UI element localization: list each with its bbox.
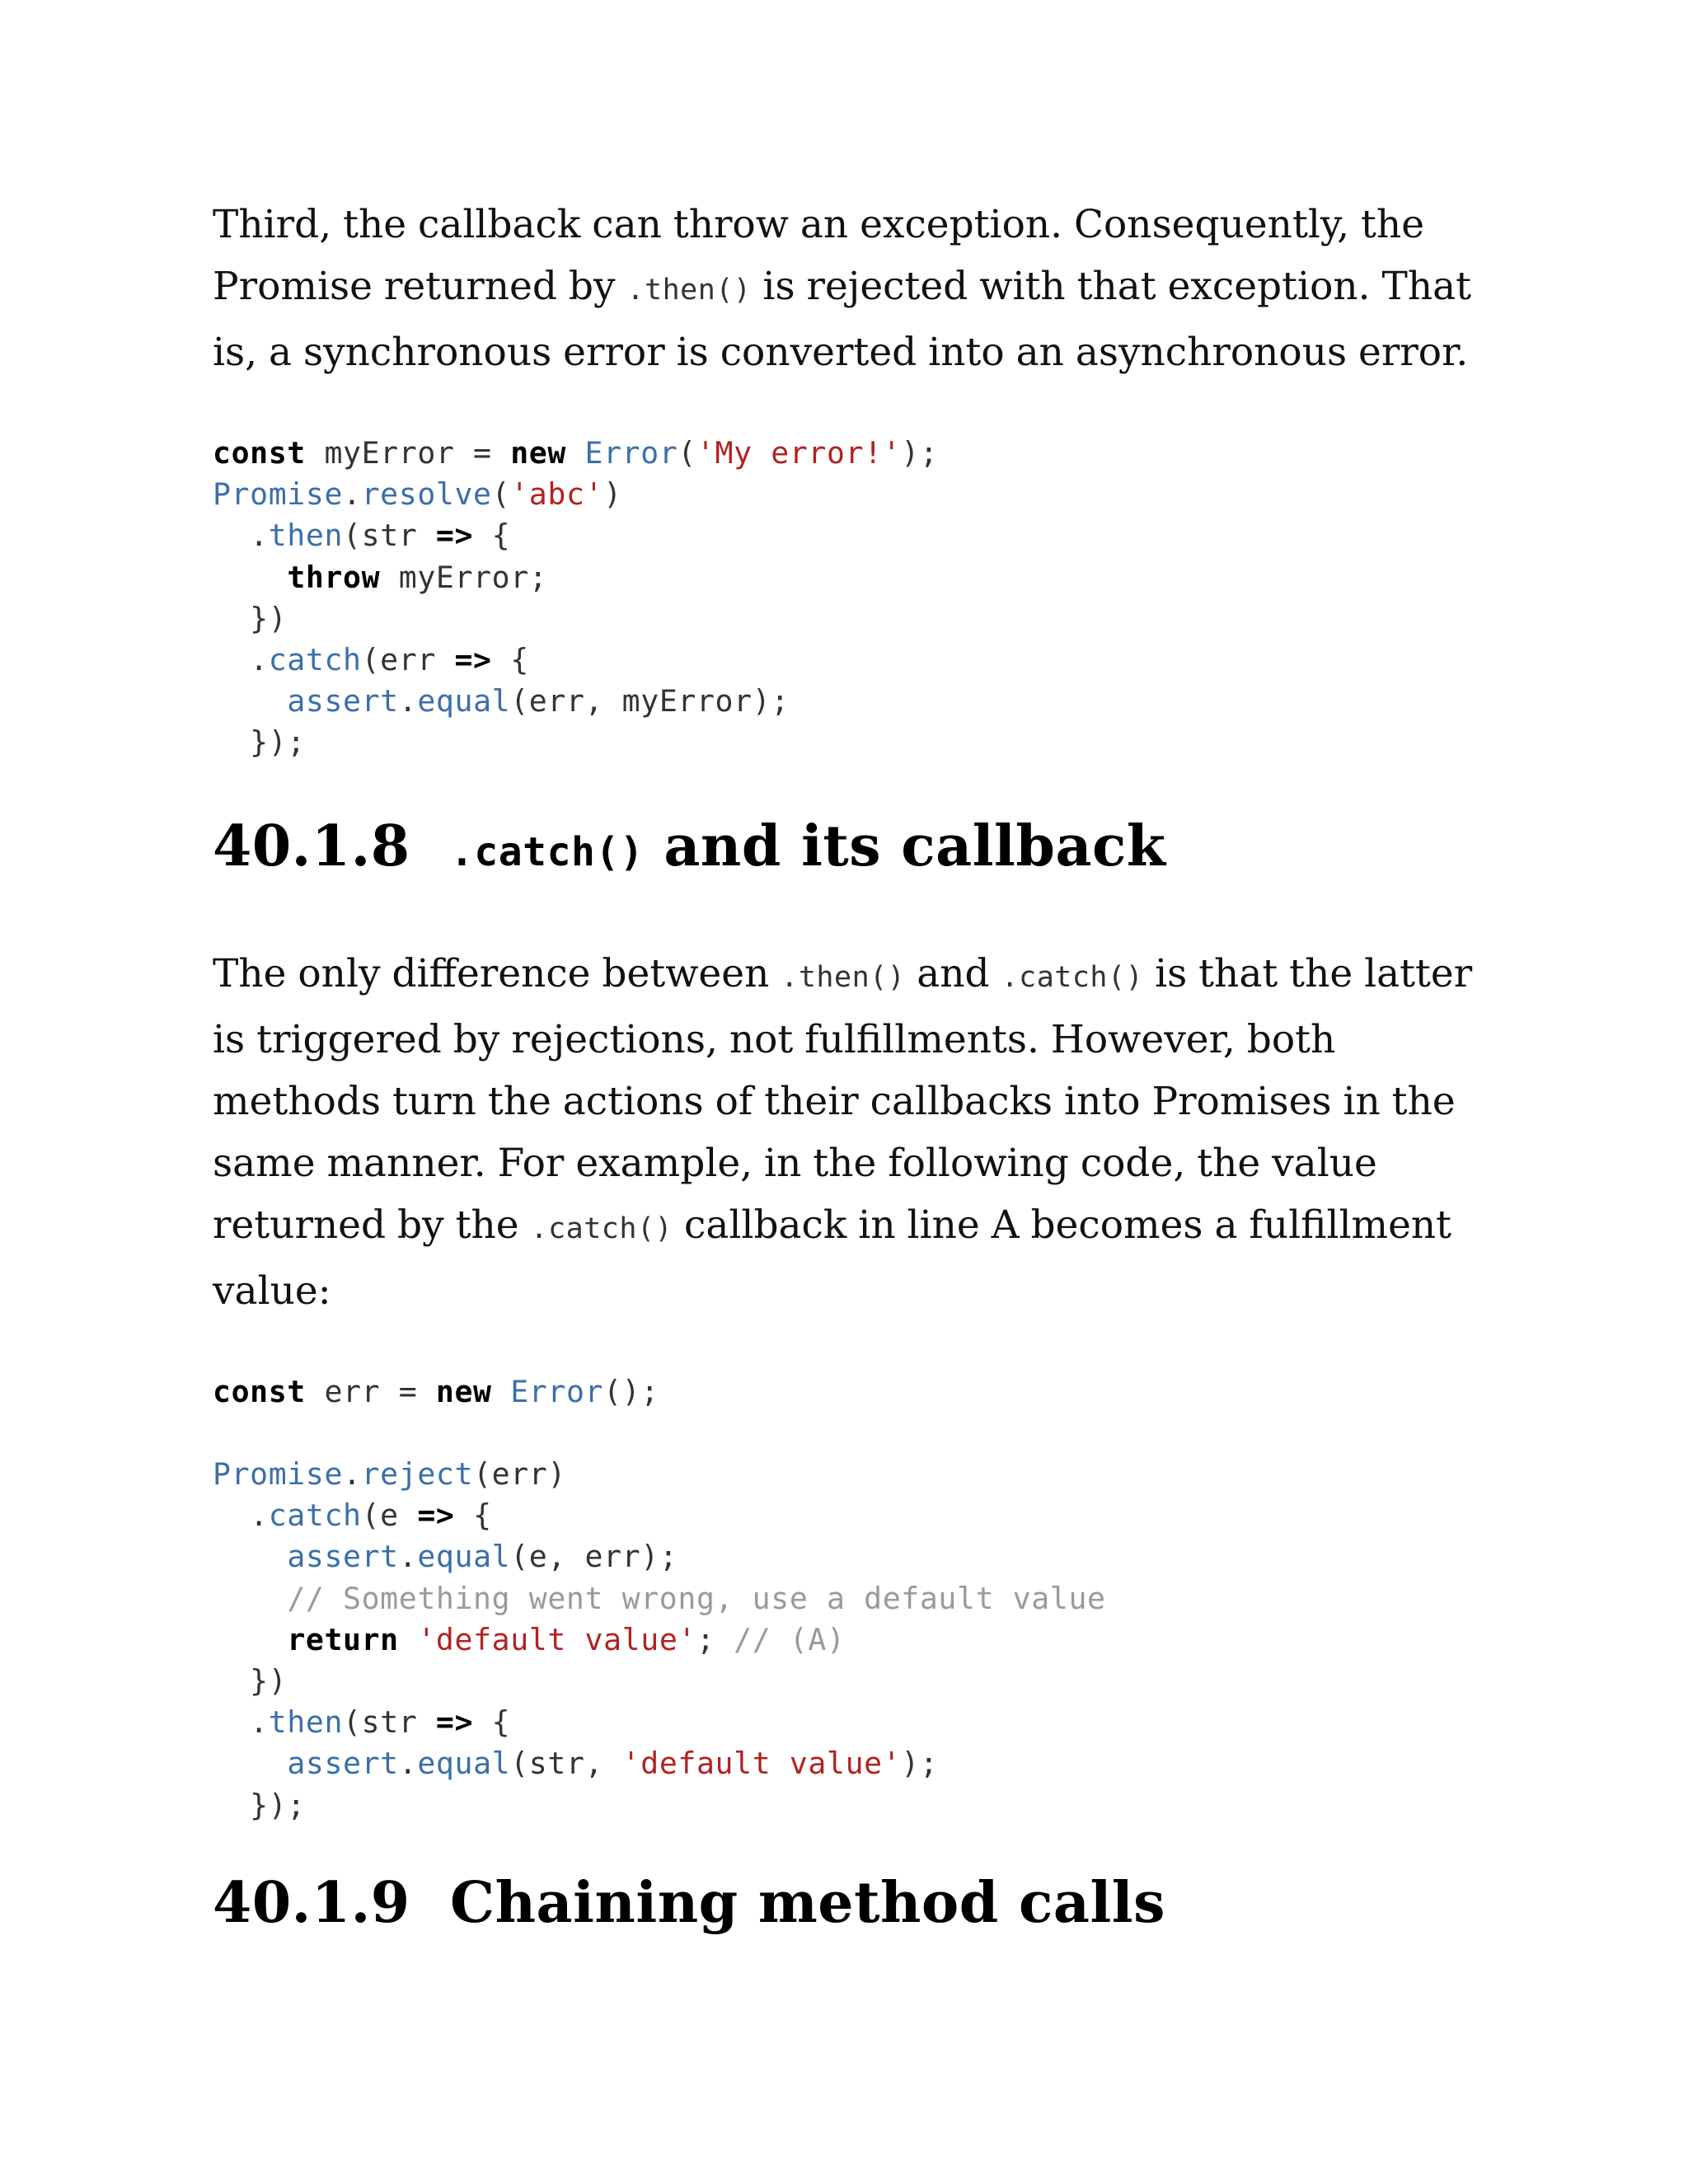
code-token: ); (901, 435, 939, 471)
heading-number: 40.1.8 (213, 813, 410, 879)
code-token: (err, myError); (510, 683, 790, 719)
heading-text: Chaining method calls (449, 1869, 1165, 1936)
code-token (213, 1539, 287, 1574)
code-token: then (268, 518, 344, 554)
code-token: 'abc' (510, 476, 604, 513)
code-token: (e, err); (510, 1539, 678, 1575)
code-token: reject (361, 1456, 474, 1493)
section-heading-catch (213, 813, 1498, 885)
code-token: { (473, 518, 511, 554)
code-token: . (398, 1746, 418, 1782)
code-token: }); (213, 724, 306, 761)
code-token: (str (343, 1704, 436, 1741)
code-token: const (213, 1373, 306, 1409)
code-token: return (287, 1621, 399, 1657)
code-token: equal (417, 1746, 511, 1782)
paragraph-text: Third, the callback can throw an exception. Consequently, the Promise returned by (213, 202, 1425, 309)
paragraph-text: and (905, 950, 1001, 996)
heading-text: and its callback (663, 813, 1166, 879)
code-token: assert (287, 1746, 399, 1782)
paragraph-text: is that the latter is triggered by rejections, not fulfillments. However, both methods turn the actions of their callbacks into Promises in the same manner. For example, in the following code, the value returned by the (213, 950, 1473, 1248)
code-token: const (213, 435, 306, 471)
code-token (566, 435, 585, 471)
code-token: assert (287, 683, 399, 719)
code-token: => (435, 518, 474, 554)
code-token: => (417, 1497, 455, 1534)
section-heading-chaining (213, 1870, 1498, 1936)
code-token (399, 1622, 418, 1657)
code-token: (); (603, 1373, 659, 1409)
inline-code-then: .then() (781, 960, 906, 994)
paragraph-catch-difference (213, 943, 1498, 1322)
code-token: . (398, 1539, 418, 1575)
code-token: ; (696, 1621, 734, 1657)
code-token: . (343, 476, 362, 513)
code-token: myError = (305, 435, 511, 471)
paragraph-text: is rejected with that exception. That is, a synchronous error is converted into an asynchronous error. (213, 264, 1472, 375)
code-token: Error (584, 435, 678, 471)
code-token: (e (361, 1497, 418, 1534)
code-token: throw (287, 559, 381, 595)
code-token: { (491, 642, 529, 678)
code-comment: // Something went wrong, use a default value (287, 1580, 1106, 1616)
code-token (492, 1374, 511, 1409)
code-token (213, 683, 287, 719)
code-token: Promise (213, 476, 344, 513)
code-token: . (213, 642, 269, 678)
code-token: . (213, 518, 269, 554)
code-comment: // (A) (734, 1621, 846, 1657)
code-token: Error (510, 1373, 604, 1409)
code-token: then (268, 1704, 344, 1741)
page-content (213, 194, 1498, 1936)
code-token: ( (678, 435, 696, 471)
code-block-throw-example (213, 433, 1498, 764)
code-token: . (343, 1456, 362, 1493)
code-token: => (454, 642, 492, 678)
code-token: 'default value' (417, 1621, 696, 1657)
code-token: catch (268, 642, 362, 678)
code-token: . (213, 1497, 269, 1534)
code-token: ); (901, 1746, 939, 1782)
inline-code-then: .then() (626, 274, 752, 307)
code-token: . (398, 683, 418, 719)
code-token: (err (361, 642, 455, 678)
code-token: (str, (510, 1746, 622, 1782)
code-token (213, 560, 287, 595)
code-block-catch-example (213, 1371, 1498, 1826)
code-token: catch (268, 1497, 362, 1534)
code-token: new (435, 1373, 492, 1409)
code-token: new (510, 435, 566, 471)
code-token: 'My error!' (696, 435, 902, 471)
code-token: (err) (473, 1456, 566, 1493)
code-token: }); (213, 1787, 306, 1823)
code-token: { (454, 1497, 492, 1534)
inline-code-catch: .catch() (530, 1212, 673, 1245)
code-token: err = (305, 1373, 436, 1409)
code-token: ( (491, 476, 511, 513)
code-token: assert (287, 1539, 399, 1575)
code-token: }) (213, 600, 288, 636)
paragraph-text: callback in line A becomes a fulfillment value: (213, 1202, 1452, 1314)
code-token: . (213, 1704, 269, 1741)
code-token (213, 1622, 287, 1657)
heading-code: .catch() (449, 828, 645, 875)
heading-number: 40.1.9 (213, 1869, 410, 1936)
inline-code-catch: .catch() (1001, 960, 1144, 994)
code-token: Promise (213, 1456, 344, 1493)
code-token: resolve (361, 476, 492, 513)
paragraph-then-throw (213, 194, 1498, 383)
code-token (213, 1581, 287, 1616)
code-token: equal (417, 1539, 511, 1575)
code-token: ) (603, 476, 622, 513)
code-token: (str (343, 518, 436, 554)
paragraph-text: The only difference between (213, 950, 781, 996)
code-token: { (473, 1704, 511, 1741)
code-token (213, 1746, 287, 1781)
code-token: => (435, 1704, 474, 1741)
code-token: }) (213, 1663, 288, 1699)
code-token: myError; (380, 559, 548, 595)
code-token: 'default value' (621, 1746, 902, 1782)
code-token: equal (417, 683, 511, 719)
